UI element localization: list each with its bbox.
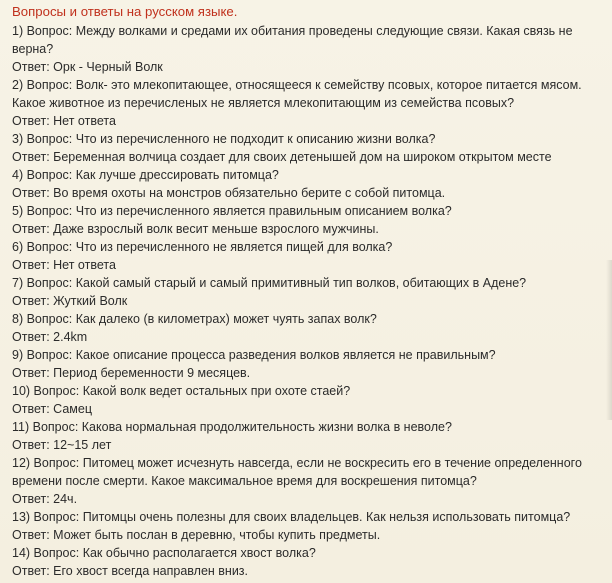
answer-text: Ответ: 24ч.	[12, 492, 78, 506]
qa-item-12	[12, 454, 602, 508]
qa-list	[12, 22, 602, 580]
answer-text: Ответ: Период беременности 9 месяцев.	[12, 366, 251, 380]
question-text: 5) Вопрос: Что из перечисленного является правильным описанием волка?	[12, 204, 452, 218]
answer-text: Ответ: 2.4km	[12, 330, 88, 344]
question-text: 13) Вопрос: Питомцы очень полезны для своих владельцев. Как нельзя использовать питомца?	[12, 510, 571, 524]
qa-item-5	[12, 202, 602, 238]
question-text: 1) Вопрос: Между волками и средами их обитания проведены следующие связи. Какая связь не верна?	[12, 24, 573, 56]
qa-item-10	[12, 382, 602, 418]
answer-text: Ответ: 12~15 лет	[12, 438, 112, 452]
question-text: 11) Вопрос: Какова нормальная продолжительность жизни волка в неволе?	[12, 420, 452, 434]
question-text: 6) Вопрос: Что из перечисленного не является пищей для волка?	[12, 240, 393, 254]
qa-item-7	[12, 274, 602, 310]
answer-text: Ответ: Нет ответа	[12, 114, 116, 128]
qa-item-6	[12, 238, 602, 274]
qa-item-9	[12, 346, 602, 382]
question-text: 7) Вопрос: Какой самый старый и самый примитивный тип волков, обитающих в Адене?	[12, 276, 527, 290]
question-text: 12) Вопрос: Питомец может исчезнуть навсегда, если не воскресить его в течение определенного времени после смерти. Какое максимальное время для воскрешения питомца?	[12, 456, 582, 488]
question-text: 14) Вопрос: Как обычно располагается хвост волка?	[12, 546, 316, 560]
qa-item-4	[12, 166, 602, 202]
question-text: 9) Вопрос: Какое описание процесса разведения волков является не правильным?	[12, 348, 496, 362]
answer-text: Ответ: Орк - Черный Волк	[12, 60, 163, 74]
question-text: 2) Вопрос: Волк- это млекопитающее, относящееся к семейству псовых, которое питается мясом. Какое животное из перечисленых не является млекопитающим из семейства псовых?	[12, 78, 582, 110]
answer-text: Ответ: Даже взрослый волк весит меньше взрослого мужчины.	[12, 222, 379, 236]
qa-item-3	[12, 130, 602, 166]
qa-item-2	[12, 76, 602, 130]
answer-text: Ответ: Самец	[12, 402, 92, 416]
answer-text: Ответ: Беременная волчица создает для своих детенышей дом на широком открытом месте	[12, 150, 552, 164]
answer-text: Ответ: Может быть послан в деревню, чтобы купить предметы.	[12, 528, 381, 542]
answer-text: Ответ: Его хвост всегда направлен вниз.	[12, 564, 249, 578]
answer-text: Ответ: Во время охоты на монстров обязательно берите с собой питомца.	[12, 186, 446, 200]
question-text: 10) Вопрос: Какой волк ведет остальных при охоте стаей?	[12, 384, 351, 398]
question-text: 3) Вопрос: Что из перечисленного не подходит к описанию жизни волка?	[12, 132, 436, 146]
page-title: Вопросы и ответы на русском языке.	[12, 4, 238, 19]
qa-item-1	[12, 22, 602, 76]
answer-text: Ответ: Жуткий Волк	[12, 294, 128, 308]
question-text: 8) Вопрос: Как далеко (в километрах) может чуять запах волк?	[12, 312, 377, 326]
qa-item-11	[12, 418, 602, 454]
qa-item-13	[12, 508, 602, 544]
answer-text: Ответ: Нет ответа	[12, 258, 116, 272]
qa-item-8	[12, 310, 602, 346]
qa-item-14	[12, 544, 602, 580]
edge-shadow	[606, 260, 612, 420]
question-text: 4) Вопрос: Как лучше дрессировать питомца?	[12, 168, 279, 182]
